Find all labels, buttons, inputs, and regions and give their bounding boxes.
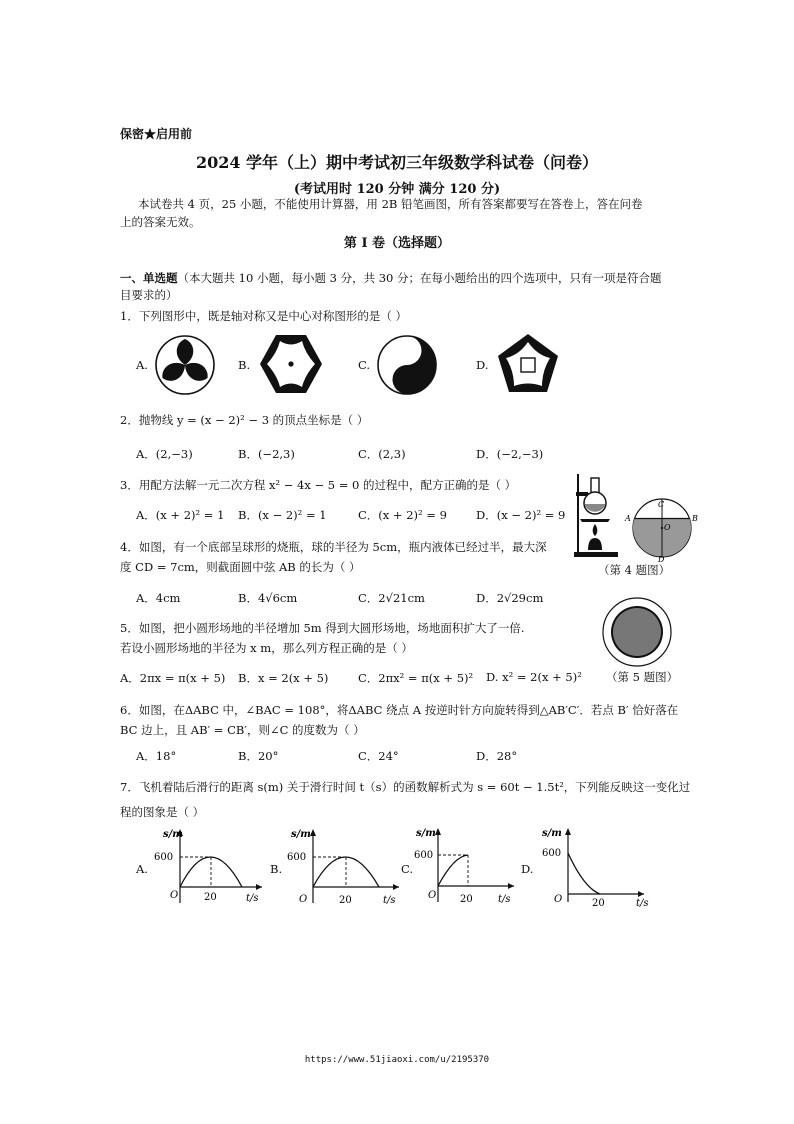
intro-line-2: 上的答案无效。 <box>120 215 201 229</box>
q4-option-b: B．4√6cm <box>238 591 298 605</box>
flask-figure-icon <box>572 470 620 560</box>
q6-option-b: B．20° <box>238 749 279 763</box>
graph-b-xtick: 20 <box>339 895 352 906</box>
graph-c-xtick: 20 <box>460 894 473 905</box>
q2-stem: 2．抛物线 y = (x − 2)² − 3 的顶点坐标是（ ） <box>120 413 369 427</box>
q4-option-a: A．4cm <box>136 591 181 605</box>
point-c-label: C <box>658 500 665 509</box>
q2-option-d: D．(−2,−3) <box>476 447 544 461</box>
circle-section-figure-icon <box>622 494 702 562</box>
graph-c-xlabel: t/s <box>498 894 511 905</box>
graph-c <box>410 822 520 908</box>
q5-option-a: A．2πx = π(x + 5) <box>120 671 226 685</box>
q2-option-a: A．(2,−3) <box>136 447 193 461</box>
part1-description: （本大题共 10 小题，每小题 3 分，共 30 分；在每小题给出的四个选项中，只有一项是符合题 <box>177 271 662 285</box>
q1-label-c: C. <box>358 358 371 372</box>
q7-label-d: D. <box>521 862 534 876</box>
graph-a-xlabel: t/s <box>246 893 259 904</box>
graph-a-ytick: 600 <box>154 852 174 863</box>
q2-option-c: C．(2,3) <box>358 447 406 461</box>
q6-stem-line1: 6．如图，在ΔABC 中，∠BAC = 108°，将ΔABC 绕点 A 按逆时针方向旋转得到△AB′C′．若点 B′ 恰好落在 <box>120 703 679 717</box>
q1-label-a: A. <box>136 358 148 372</box>
graph-b-origin: O <box>299 894 308 905</box>
q6-stem-line2: BC 边上，且 AB′ = CB′，则∠C 的度数为（ ） <box>120 723 365 737</box>
point-d-label: D <box>658 555 665 562</box>
q2-option-b: B．(−2,3) <box>238 447 295 461</box>
graph-d-ytick: 600 <box>542 848 562 859</box>
point-b-label: B <box>692 514 698 523</box>
graph-d <box>540 822 660 908</box>
q1-stem: 1．下列图形中，既是轴对称又是中心对称图形的是（ ） <box>120 309 407 323</box>
footer-url: https://www.51jiaoxi.com/u/2195370 <box>304 1055 490 1065</box>
q5-stem-line1: 5．如图，把小圆形场地的半径增加 5m 得到大圆形场地，场地面积扩大了一倍. <box>120 621 525 635</box>
graph-a-origin: O <box>170 890 179 901</box>
pentagon-figure-icon <box>495 331 561 397</box>
concentric-circles-figure-icon <box>597 597 677 667</box>
q7-label-a: A. <box>136 862 148 876</box>
graph-d-ylabel: s/m <box>542 828 562 839</box>
graph-c-ytick: 600 <box>414 850 434 861</box>
graph-b-xlabel: t/s <box>383 895 396 906</box>
q1-label-b: B. <box>238 358 251 372</box>
part1-label: 一、单选题 <box>120 271 178 285</box>
yin-yang-figure-icon <box>375 333 439 397</box>
q7-stem-line1: 7．飞机着陆后滑行的距离 s(m) 关于滑行时间 t（s）的函数解析式为 s = 60t − 1.5t²，下列能反映这一变化过 <box>120 780 691 794</box>
q3-stem: 3．用配方法解一元二次方程 x² − 4x − 5 = 0 的过程中，配方正确的是（ ） <box>120 478 517 492</box>
graph-b <box>285 823 405 909</box>
page-title: 2024 学年（上）期中考试初三年级数学科试卷（问卷） <box>195 153 599 172</box>
graph-b-ytick: 600 <box>287 852 307 863</box>
q4-option-d: D．2√29cm <box>476 591 544 605</box>
point-o-label: O <box>664 523 671 532</box>
q5-option-c: C．2πx² = π(x + 5)² <box>358 671 474 685</box>
graph-a-xtick: 20 <box>204 892 217 903</box>
intro-line-1: 本试卷共 4 页，25 小题，不能使用计算器，用 2B 铅笔画图，所有答案都要写在答卷上，答在问卷 <box>138 197 643 211</box>
graph-d-xlabel: t/s <box>636 898 649 908</box>
section-title: 第 I 卷（选择题） <box>343 236 451 251</box>
graph-a <box>150 823 268 905</box>
q3-option-a: A．(x + 2)² = 1 <box>136 508 225 522</box>
hexagon-figure-icon <box>256 331 326 397</box>
graph-b-ylabel: s/m <box>291 829 311 840</box>
graph-a-ylabel: s/m <box>163 829 183 840</box>
q7-label-b: B. <box>270 862 283 876</box>
graph-d-xtick: 20 <box>592 898 605 908</box>
q4-caption: （第 4 题图） <box>598 563 671 577</box>
q5-option-d: D. x² = 2(x + 5)² <box>486 670 582 684</box>
exam-subtitle: (考试用时 120 分钟 满分 120 分) <box>293 182 501 197</box>
q5-option-b: B．x = 2(x + 5) <box>238 671 329 685</box>
q4-stem-line1: 4．如图，有一个底部呈球形的烧瓶，球的半径为 5cm，瓶内液体已经过半，最大深 <box>120 540 547 554</box>
q6-option-c: C．24° <box>358 749 399 763</box>
propeller-figure-icon <box>153 333 217 397</box>
q6-option-a: A．18° <box>136 749 177 763</box>
q3-option-c: C．(x + 2)² = 9 <box>358 508 447 522</box>
q6-option-d: D．28° <box>476 749 518 763</box>
q5-stem-line2: 若设小圆形场地的半径为 x m，那么列方程正确的是（ ） <box>120 641 413 655</box>
q4-option-c: C．2√21cm <box>358 591 425 605</box>
point-a-label: A <box>625 514 631 523</box>
confidential-label: 保密★启用前 <box>120 127 193 141</box>
q1-label-d: D. <box>476 358 489 372</box>
q7-stem-line2: 程的图象是（ ） <box>120 805 205 819</box>
q3-option-b: B．(x − 2)² = 1 <box>238 508 327 522</box>
q3-option-d: D．(x − 2)² = 9 <box>476 508 566 522</box>
graph-c-ylabel: s/m <box>416 828 436 839</box>
q4-stem-line2: 度 CD = 7cm，则截面圆中弦 AB 的长为（ ） <box>120 560 361 574</box>
graph-d-origin: O <box>554 894 563 905</box>
q5-caption: （第 5 题图） <box>606 670 679 684</box>
q7-label-c: C. <box>401 862 414 876</box>
part1-heading <box>120 270 662 286</box>
graph-c-origin: O <box>428 890 437 901</box>
part1-heading-line2: 目要求的） <box>120 288 178 302</box>
